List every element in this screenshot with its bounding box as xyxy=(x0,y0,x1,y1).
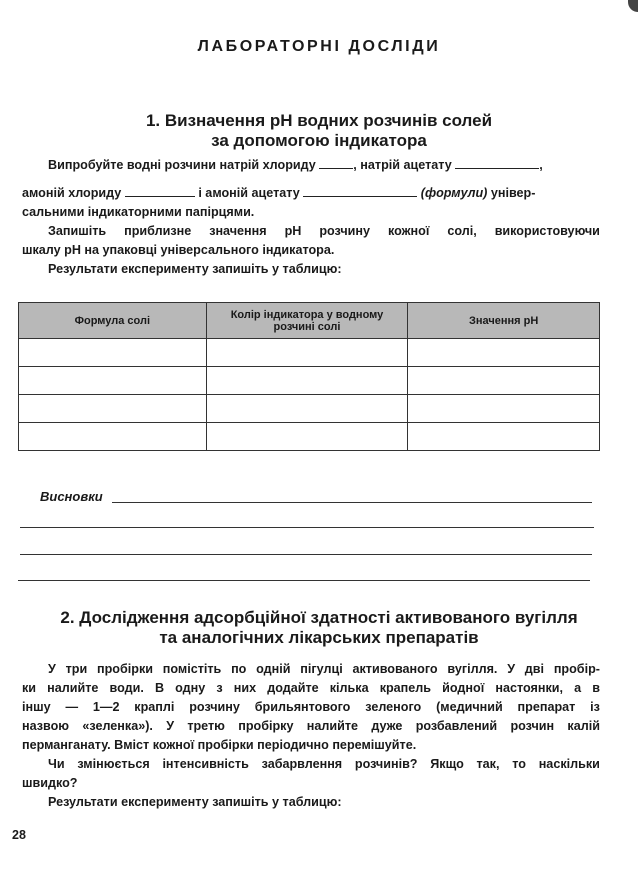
section-2-title xyxy=(0,608,638,648)
word: — xyxy=(65,700,79,714)
text-fragment: і амоній ацетату xyxy=(198,186,300,200)
table-cell[interactable] xyxy=(206,395,408,423)
word: із xyxy=(590,700,600,714)
word: йодної xyxy=(442,681,485,695)
word: солі, xyxy=(447,224,477,238)
table-row xyxy=(19,339,600,367)
text-line: Результати експерименту запишіть у таблицю: xyxy=(48,262,342,276)
section-2-title-line-2: та аналогічних лікарських препаратів xyxy=(159,628,479,647)
text-line: перманганату. Вміст кожної пробірки періодично перемішуйте. xyxy=(22,738,417,752)
section-1-title-line-1: 1. Визначення pH водних розчинів солей xyxy=(145,111,493,130)
conclusions-answer-line[interactable] xyxy=(112,502,592,503)
text-fragment: Випробуйте водні розчини натрій хлориду xyxy=(48,158,316,172)
text-line: шкалу pH на упаковці універсального індикатора. xyxy=(22,243,335,257)
word: розчину xyxy=(189,700,240,714)
text-line xyxy=(22,717,600,736)
word: калій xyxy=(567,719,600,733)
conclusions-answer-line[interactable] xyxy=(18,580,590,581)
word: брильянтового xyxy=(254,700,351,714)
table-cell[interactable] xyxy=(408,395,600,423)
fill-in-blank[interactable] xyxy=(303,185,417,197)
text-line: швидко? xyxy=(22,776,78,790)
word: наскільки xyxy=(538,757,600,771)
table-cell[interactable] xyxy=(19,395,207,423)
text-line xyxy=(22,698,600,717)
conclusions-answer-line[interactable] xyxy=(20,527,594,528)
section-2-text xyxy=(22,660,600,812)
word: У xyxy=(507,662,516,676)
word: розчинів? xyxy=(354,757,418,771)
column-header-indicator-color: Колір індикатора у водному розчині солі xyxy=(206,303,408,339)
table-header-row xyxy=(19,303,600,339)
table-row xyxy=(19,423,600,451)
word: так, xyxy=(476,757,500,771)
section-1-title-line-2: за допомогою індикатора xyxy=(211,131,427,150)
section-1-text xyxy=(22,156,600,279)
word: препарат xyxy=(517,700,576,714)
page-number: 28 xyxy=(12,828,26,842)
text-line xyxy=(22,660,600,679)
page-corner-mark xyxy=(628,0,638,12)
word: одну xyxy=(175,681,206,695)
word: (медичний xyxy=(436,700,503,714)
table-cell[interactable] xyxy=(19,339,207,367)
word: розбавлений xyxy=(415,719,498,733)
word: то xyxy=(512,757,526,771)
section-1-title xyxy=(0,111,638,151)
word: помістіть xyxy=(162,662,222,676)
word: pH xyxy=(284,224,302,238)
word: активованого xyxy=(352,662,438,676)
text-fragment: амоній хлориду xyxy=(22,186,122,200)
word: пігулці xyxy=(300,662,343,676)
table-cell[interactable] xyxy=(408,423,600,451)
text-fragment: , натрій ацетату xyxy=(353,158,452,172)
word: зеленого xyxy=(365,700,422,714)
conclusions-label: Висновки xyxy=(40,489,103,504)
table-cell[interactable] xyxy=(408,367,600,395)
word: розчин xyxy=(510,719,555,733)
text-line: сальними індикаторними папірцями. xyxy=(22,205,255,219)
word: налийте xyxy=(47,681,99,695)
word: «зеленка»). xyxy=(82,719,153,733)
table-cell[interactable] xyxy=(19,367,207,395)
word: пробірку xyxy=(238,719,294,733)
fill-in-blank[interactable] xyxy=(455,157,539,169)
column-header-ph-value: Значення pH xyxy=(408,303,600,339)
word: а xyxy=(574,681,582,695)
word: одній xyxy=(256,662,291,676)
word: Запишіть xyxy=(48,224,107,238)
word: вугілля. xyxy=(447,662,498,676)
text-line xyxy=(22,679,600,698)
text-line: Результати експерименту запишіть у таблицю: xyxy=(48,795,342,809)
word: по xyxy=(231,662,247,676)
word: них xyxy=(233,681,257,695)
word: пробірки xyxy=(96,662,153,676)
word: з xyxy=(216,681,223,695)
word: кожної xyxy=(387,224,430,238)
page-header-title: ЛАБОРАТОРНІ ДОСЛІДИ xyxy=(197,38,441,55)
word: В xyxy=(154,681,165,695)
table-cell[interactable] xyxy=(19,423,207,451)
word: розчину xyxy=(319,224,370,238)
text-fragment: універ- xyxy=(490,186,536,200)
word: налийте xyxy=(306,719,359,733)
word: крапель xyxy=(379,681,432,695)
word: значення xyxy=(209,224,267,238)
word: дуже xyxy=(371,719,403,733)
word: третю xyxy=(187,719,225,733)
word: додайте xyxy=(267,681,319,695)
table-cell[interactable] xyxy=(206,423,408,451)
word: води. xyxy=(109,681,144,695)
word: інтенсивність xyxy=(162,757,249,771)
word: 1—2 xyxy=(92,700,120,714)
text-fragment: (формули) xyxy=(420,186,488,200)
section-2-title-line-1: 2. Дослідження адсорбційної здатності активованого вугілля xyxy=(60,608,578,627)
table-row xyxy=(19,395,600,423)
word: три xyxy=(65,662,88,676)
word: дві xyxy=(524,662,545,676)
text-line xyxy=(22,755,600,774)
table-cell[interactable] xyxy=(206,367,408,395)
column-header-salt-formula: Формула солі xyxy=(19,303,207,339)
conclusions-answer-line[interactable] xyxy=(20,554,592,555)
table-cell[interactable] xyxy=(408,339,600,367)
word: пробір- xyxy=(553,662,600,676)
text-fragment: , xyxy=(539,158,543,172)
table-row xyxy=(19,367,600,395)
word: приблизне xyxy=(124,224,192,238)
word: краплі xyxy=(134,700,175,714)
word: У xyxy=(48,662,56,676)
word: змінюється xyxy=(77,757,150,771)
text-line xyxy=(22,222,600,241)
word: іншу xyxy=(22,700,51,714)
results-table xyxy=(18,302,600,451)
word: У xyxy=(166,719,175,733)
fill-in-blank[interactable] xyxy=(125,185,195,197)
word: ки xyxy=(22,681,37,695)
fill-in-blank[interactable] xyxy=(319,157,353,169)
word: в xyxy=(592,681,600,695)
word: Чи xyxy=(48,757,65,771)
word: використовуючи xyxy=(494,224,600,238)
word: кілька xyxy=(329,681,369,695)
text-line xyxy=(22,184,600,203)
word: настоянки, xyxy=(495,681,563,695)
text-line xyxy=(22,156,600,175)
word: назвою xyxy=(22,719,70,733)
word: Якщо xyxy=(430,757,464,771)
table-cell[interactable] xyxy=(206,339,408,367)
word: забарвлення xyxy=(261,757,343,771)
